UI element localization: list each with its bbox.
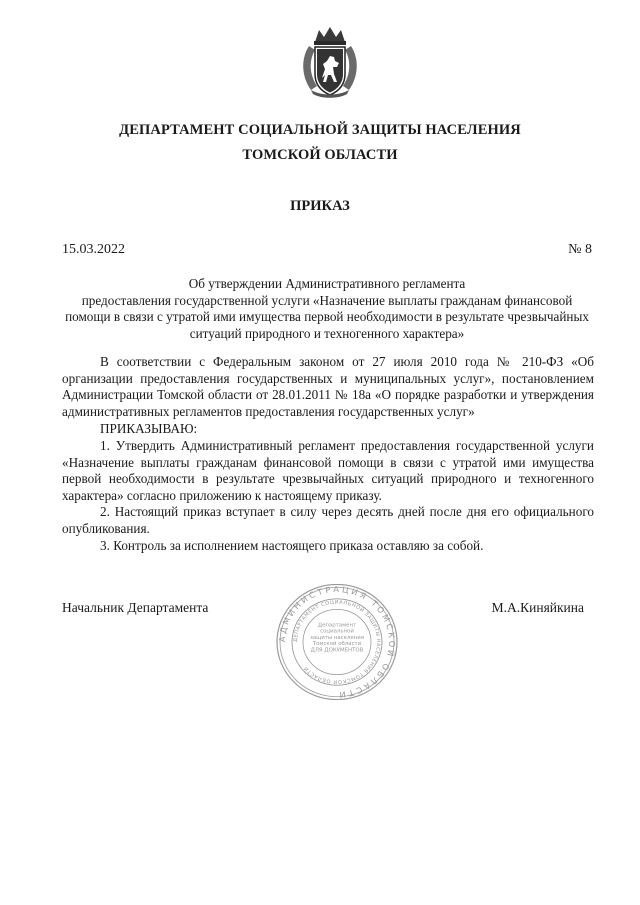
seal-inner-text: ДЕПАРТАМЕНТ СОЦИАЛЬНОЙ ЗАЩИТЫ НАСЕЛЕНИЯ ТОМСКОЙ ОБЛАСТИ xyxy=(292,599,382,685)
department-name-line2: ТОМСКОЙ ОБЛАСТИ xyxy=(242,147,398,163)
order-word: ПРИКАЗЫВАЮ: xyxy=(100,421,198,437)
order-item-3: 3. Контроль за исполнением настоящего приказа оставляю за собой. xyxy=(100,537,484,553)
round-seal-stamp-icon xyxy=(262,584,412,700)
document-date: 15.03.2022 xyxy=(62,242,125,257)
order-item-1: 1. Утвердить Административный регламент предоставления государственной услуги «Назначение выплаты гражданам финансовой помощи в связи с утратой ими имущества первой необходимости в результате чрезвычайных ситуаций природного и техногенного характера» согласно приложению к настоящему приказу. xyxy=(62,437,594,503)
subject-line2: предоставления государственной услуги «Назначение выплаты гражданам финансовой помощи в связи с утратой ими имущества первой необходимости в результате чрезвычайных ситуаций природного и техногенного характера» xyxy=(65,292,589,341)
seal-outer-text: АДМИНИСТРАЦИЯ ТОМСКОЙ ОБЛАСТИ xyxy=(276,584,398,700)
document-subject xyxy=(62,276,592,342)
document-type-title: ПРИКАЗ xyxy=(290,198,350,214)
order-item-2: 2. Настоящий приказ вступает в силу через десять дней после дня его официального опубликования. xyxy=(62,504,594,536)
document-body xyxy=(62,354,594,554)
seal-center-text: Департамент социальной защиты населения Томской области ДЛЯ ДОКУМЕНТОВ xyxy=(309,622,364,654)
document-number: № 8 xyxy=(568,242,592,257)
preamble-paragraph: В соответствии с Федеральным законом от 27 июля 2010 года № 210-ФЗ «Об организации предоставления государственных и муниципальных услуг», постановлением Администрации Томской области от 28.01.2011 № 18а «О порядке разработки и утверждения административных регламентов предоставления государственных услуг» xyxy=(62,354,594,419)
signatory-name: М.А.Киняйкина xyxy=(491,600,584,615)
signatory-role: Начальник Департамента xyxy=(62,600,209,615)
tomsk-oblast-coat-of-arms-icon xyxy=(295,24,365,100)
subject-line1: Об утверждении Административного регламента xyxy=(188,276,466,291)
department-name-line1: ДЕПАРТАМЕНТ СОЦИАЛЬНОЙ ЗАЩИТЫ НАСЕЛЕНИЯ xyxy=(119,122,521,138)
